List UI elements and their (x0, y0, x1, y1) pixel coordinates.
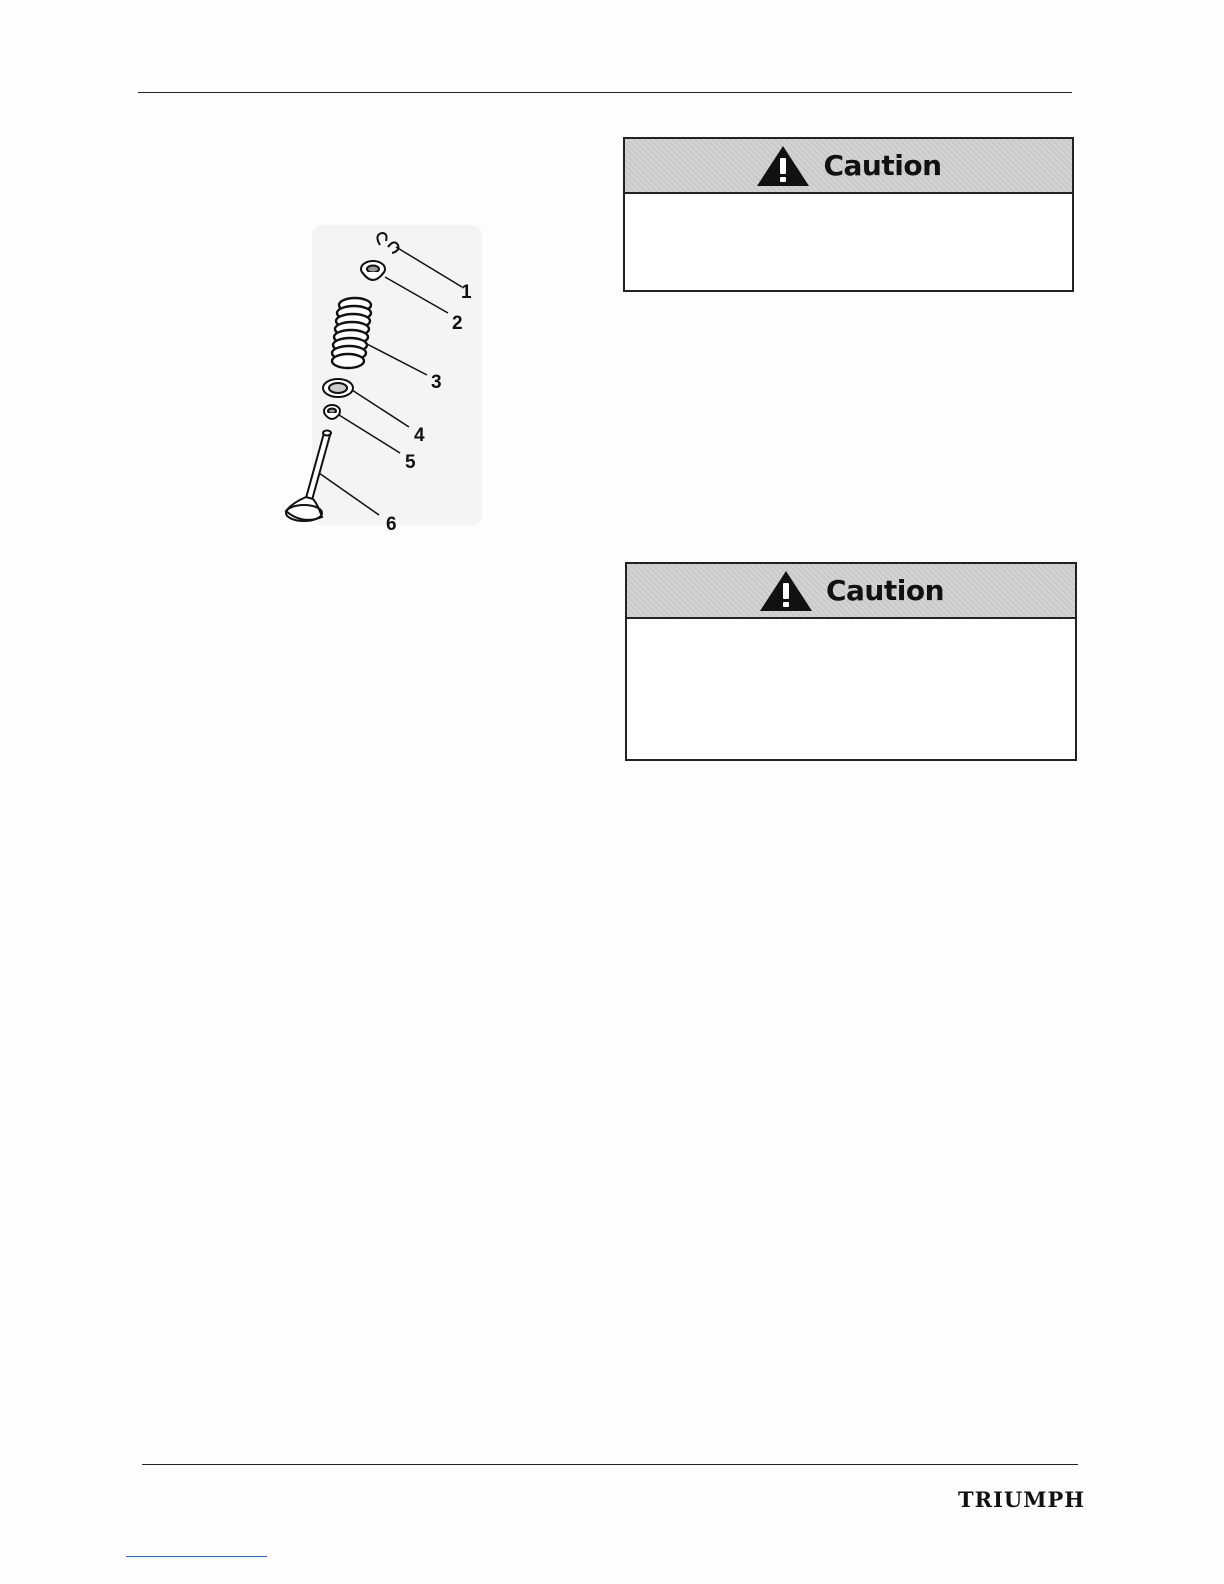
caution-header (627, 564, 1075, 619)
callout-label: 2 (452, 313, 463, 334)
caution-title: Caution (823, 149, 942, 182)
caution-box (625, 562, 1077, 761)
caution-header (625, 139, 1072, 194)
triumph-logo: TRIUMPH (958, 1487, 1086, 1512)
header-rule (138, 92, 1072, 93)
warning-triangle-icon (758, 569, 814, 613)
valve-exploded-diagram (272, 225, 487, 540)
spring-seat-part (323, 379, 353, 397)
callout-label: 5 (405, 452, 416, 473)
valve-assembly-figure (272, 225, 487, 540)
callout-label: 6 (386, 514, 397, 535)
caution-title: Caution (825, 574, 945, 607)
callout-label: 4 (414, 425, 425, 446)
callout-label: 1 (461, 282, 472, 303)
footer-link-underline[interactable] (126, 1556, 267, 1557)
caution-box (623, 137, 1074, 292)
figure-backdrop (312, 225, 482, 525)
warning-triangle-icon (755, 144, 811, 188)
stem-seal-part (324, 405, 340, 419)
callout-label: 3 (431, 372, 442, 393)
footer-rule (142, 1464, 1078, 1465)
